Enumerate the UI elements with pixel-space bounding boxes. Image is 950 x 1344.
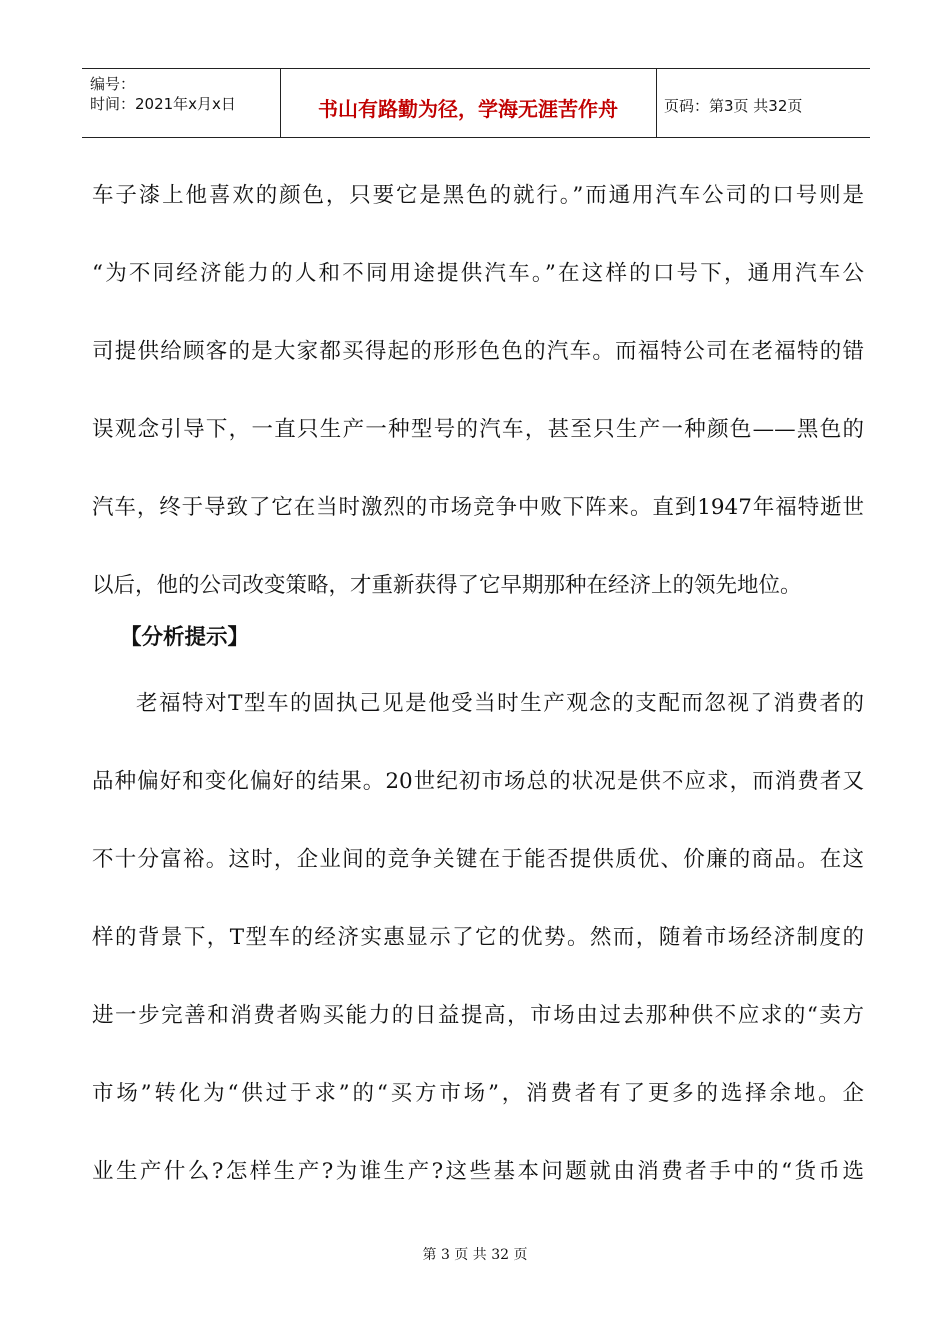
- body-line: 误观念引导下，一直只生产一种型号的汽车，甚至只生产一种颜色——黑色的: [92, 417, 864, 442]
- body-line: 汽车，终于导致了它在当时激烈的市场竞争中败下阵来。直到1947年福特逝世: [92, 495, 864, 520]
- analysis-line: 市场”转化为“供过于求”的“买方市场”，消费者有了更多的选择余地。企: [92, 1081, 864, 1106]
- section-heading: 【分析提示】: [120, 625, 250, 650]
- body-line: “为不同经济能力的人和不同用途提供汽车。”在这样的口号下，通用汽车公: [92, 261, 864, 286]
- document-header: [82, 68, 870, 138]
- header-meta-cell: [82, 69, 281, 137]
- body-line: 以后，他的公司改变策略，才重新获得了它早期那种在经济上的领先地位。: [92, 573, 802, 598]
- page-footer: 第 3 页 共 32 页: [422, 1247, 528, 1263]
- document-time-label: 时间：2021年x月x日: [90, 95, 236, 113]
- document-number-label: 编号：: [90, 75, 136, 93]
- analysis-line: 样的背景下，T型车的经济实惠显示了它的优势。然而，随着市场经济制度的: [92, 925, 864, 950]
- header-page-cell: [656, 69, 870, 137]
- body-line: 车子漆上他喜欢的颜色，只要它是黑色的就行。”而通用汽车公司的口号则是: [92, 183, 864, 208]
- analysis-line: 不十分富裕。这时，企业间的竞争关键在于能否提供质优、价廉的商品。在这: [92, 847, 864, 872]
- header-motto-cell: [280, 69, 657, 137]
- analysis-line: 进一步完善和消费者购买能力的日益提高，市场由过去那种供不应求的“卖方: [92, 1003, 864, 1028]
- header-motto: 书山有路勤为径，学海无涯苦作舟: [318, 97, 618, 121]
- header-page-info: 页码：第3页 共32页: [664, 97, 803, 115]
- analysis-line: 业生产什么?怎样生产?为谁生产?这些基本问题就由消费者手中的“货币选: [92, 1159, 864, 1184]
- analysis-line: 老福特对T型车的固执己见是他受当时生产观念的支配而忽视了消费者的: [136, 691, 864, 716]
- body-line: 司提供给顾客的是大家都买得起的形形色色的汽车。而福特公司在老福特的错: [92, 339, 864, 364]
- analysis-line: 品种偏好和变化偏好的结果。20世纪初市场总的状况是供不应求，而消费者又: [92, 769, 864, 794]
